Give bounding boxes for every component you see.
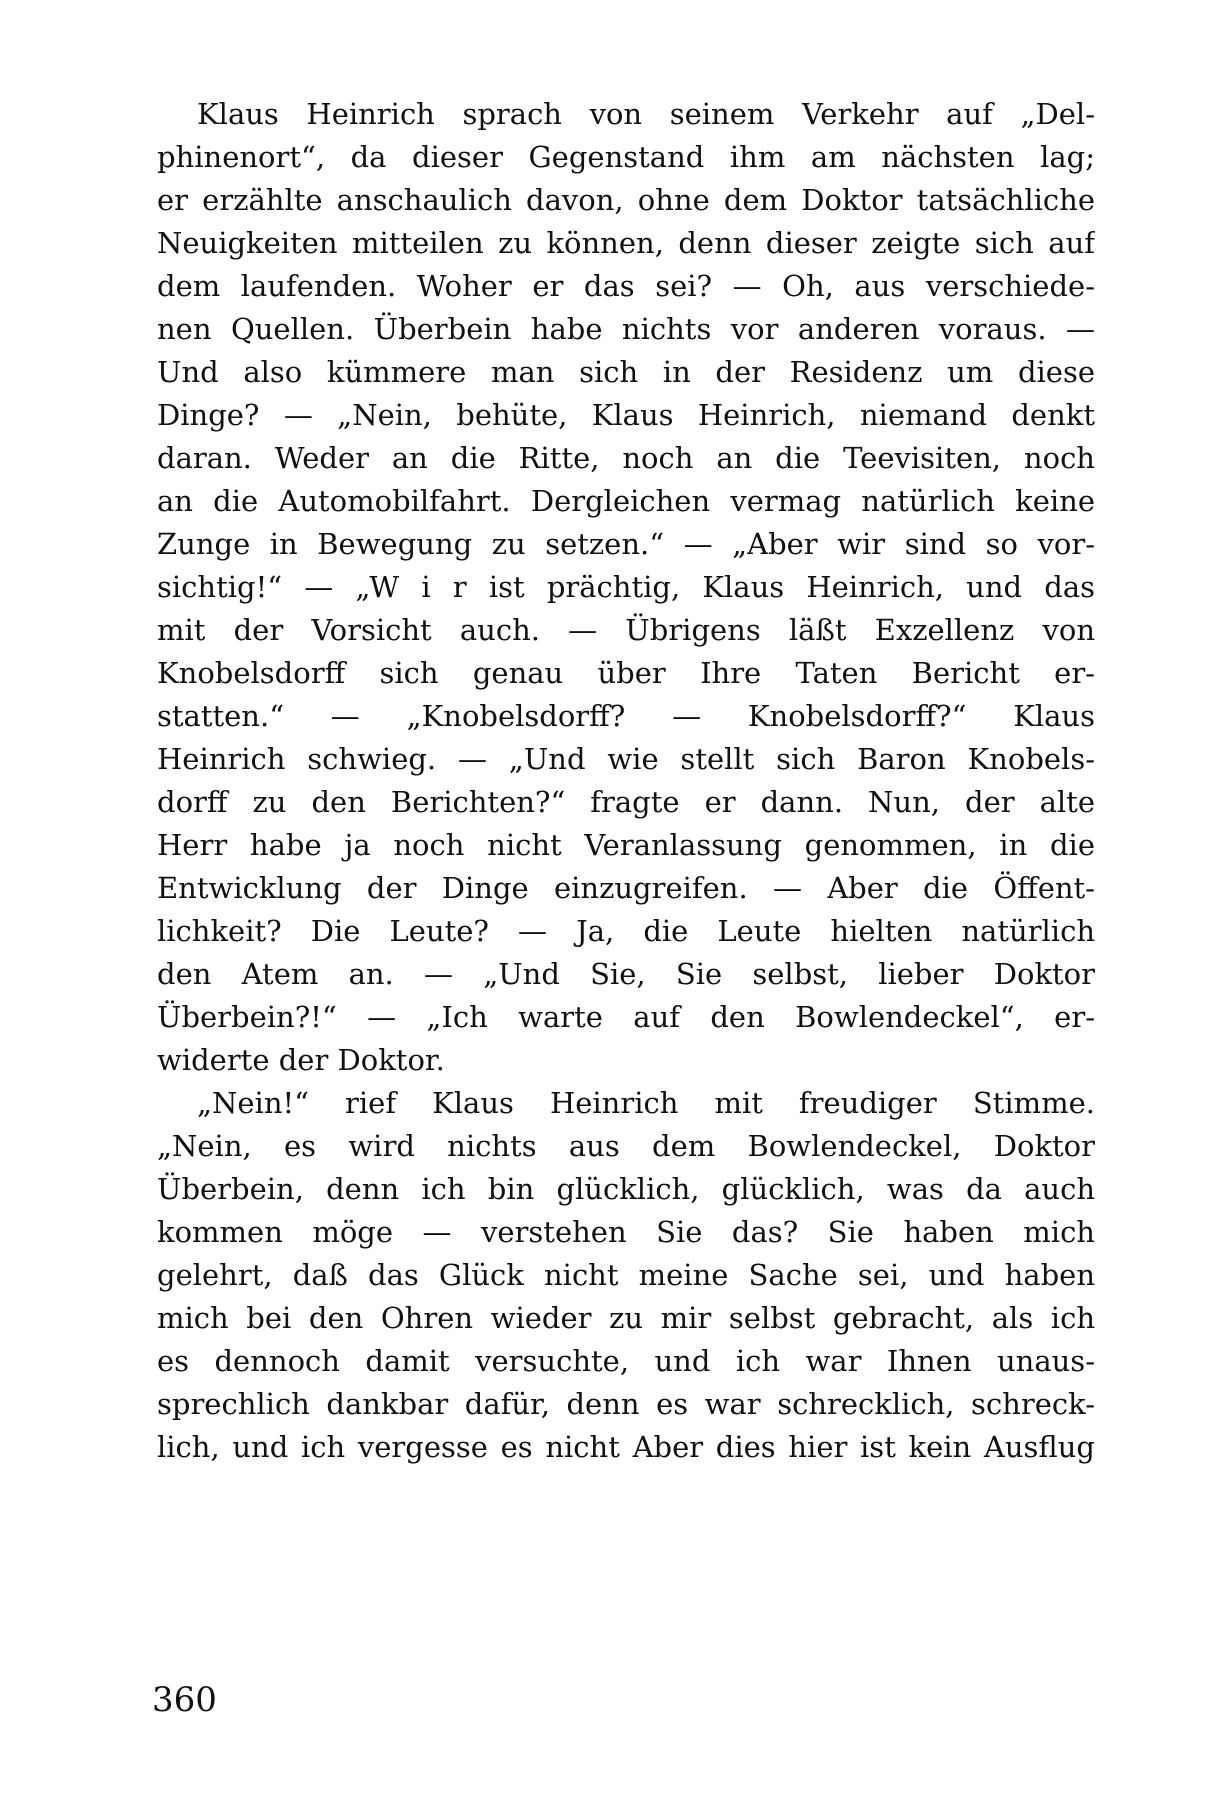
text-line-17: dorff zu den Berichten?“ fragte er dann. Nun, der alte (157, 785, 1095, 819)
text-line-12: sichtig!“ — „W i r ist prächtig, Klaus Heinrich, und das (157, 570, 1095, 604)
text-line-8: Dinge? — „Nein, behüte, Klaus Heinrich, niemand denkt (157, 398, 1095, 432)
text-line-31: sprechlich dankbar dafür, denn es war schrecklich, schreck- (157, 1387, 1095, 1421)
text-line-20: lichkeit? Die Leute? — Ja, die Leute hielten natürlich (157, 914, 1095, 948)
text-line-10: an die Automobilfahrt. Dergleichen vermag natürlich keine (157, 484, 1095, 518)
text-line-26: Überbein, denn ich bin glücklich, glücklich, was da auch (157, 1172, 1095, 1206)
text-line-23: widerte der Doktor. (157, 1043, 445, 1077)
text-line-27: kommen möge — verstehen Sie das? Sie haben mich (157, 1215, 1095, 1249)
text-line-30: es dennoch damit versuchte, und ich war Ihnen unaus- (157, 1344, 1095, 1378)
text-line-29: mich bei den Ohren wieder zu mir selbst gebracht, als ich (157, 1301, 1095, 1335)
text-line-28: gelehrt, daß das Glück nicht meine Sache sei, und haben (157, 1258, 1095, 1292)
text-line-1: Klaus Heinrich sprach von seinem Verkehr auf „Del- (197, 97, 1095, 131)
text-line-32: lich, und ich vergesse es nicht Aber dies hier ist kein Ausflug (157, 1430, 1095, 1464)
text-line-2: phinenort“, da dieser Gegenstand ihm am nächsten lag; (157, 140, 1095, 174)
text-line-3: er erzählte anschaulich davon, ohne dem Doktor tatsächliche (157, 183, 1095, 217)
text-line-5: dem laufenden. Woher er das sei? — Oh, aus verschiede- (157, 269, 1095, 303)
text-line-21: den Atem an. — „Und Sie, Sie selbst, lieber Doktor (157, 957, 1095, 991)
text-line-7: Und also kümmere man sich in der Residenz um diese (157, 355, 1095, 389)
text-line-11: Zunge in Bewegung zu setzen.“ — „Aber wir sind so vor- (157, 527, 1095, 561)
text-line-9: daran. Weder an die Ritte, noch an die Teevisiten, noch (157, 441, 1095, 475)
text-line-15: statten.“ — „Knobelsdorff? — Knobelsdorff?“ Klaus (157, 699, 1095, 733)
text-line-13: mit der Vorsicht auch. — Übrigens läßt Exzellenz von (157, 613, 1095, 647)
text-line-24: „Nein!“ rief Klaus Heinrich mit freudiger Stimme. (197, 1086, 1095, 1120)
text-line-18: Herr habe ja noch nicht Veranlassung genommen, in die (157, 828, 1095, 862)
page-number: 360 (152, 1680, 217, 1720)
text-line-14: Knobelsdorff sich genau über Ihre Taten Bericht er- (157, 656, 1095, 690)
text-line-22: Überbein?!“ — „Ich warte auf den Bowlendeckel“, er- (157, 1000, 1095, 1034)
text-line-4: Neuigkeiten mitteilen zu können, denn dieser zeigte sich auf (157, 226, 1095, 260)
text-line-16: Heinrich schwieg. — „Und wie stellt sich Baron Knobels- (157, 742, 1095, 776)
text-line-6: nen Quellen. Überbein habe nichts vor anderen voraus. — (157, 312, 1095, 346)
text-line-25: „Nein, es wird nichts aus dem Bowlendeckel, Doktor (157, 1129, 1095, 1163)
text-line-19: Entwicklung der Dinge einzugreifen. — Aber die Öffent- (157, 871, 1095, 905)
